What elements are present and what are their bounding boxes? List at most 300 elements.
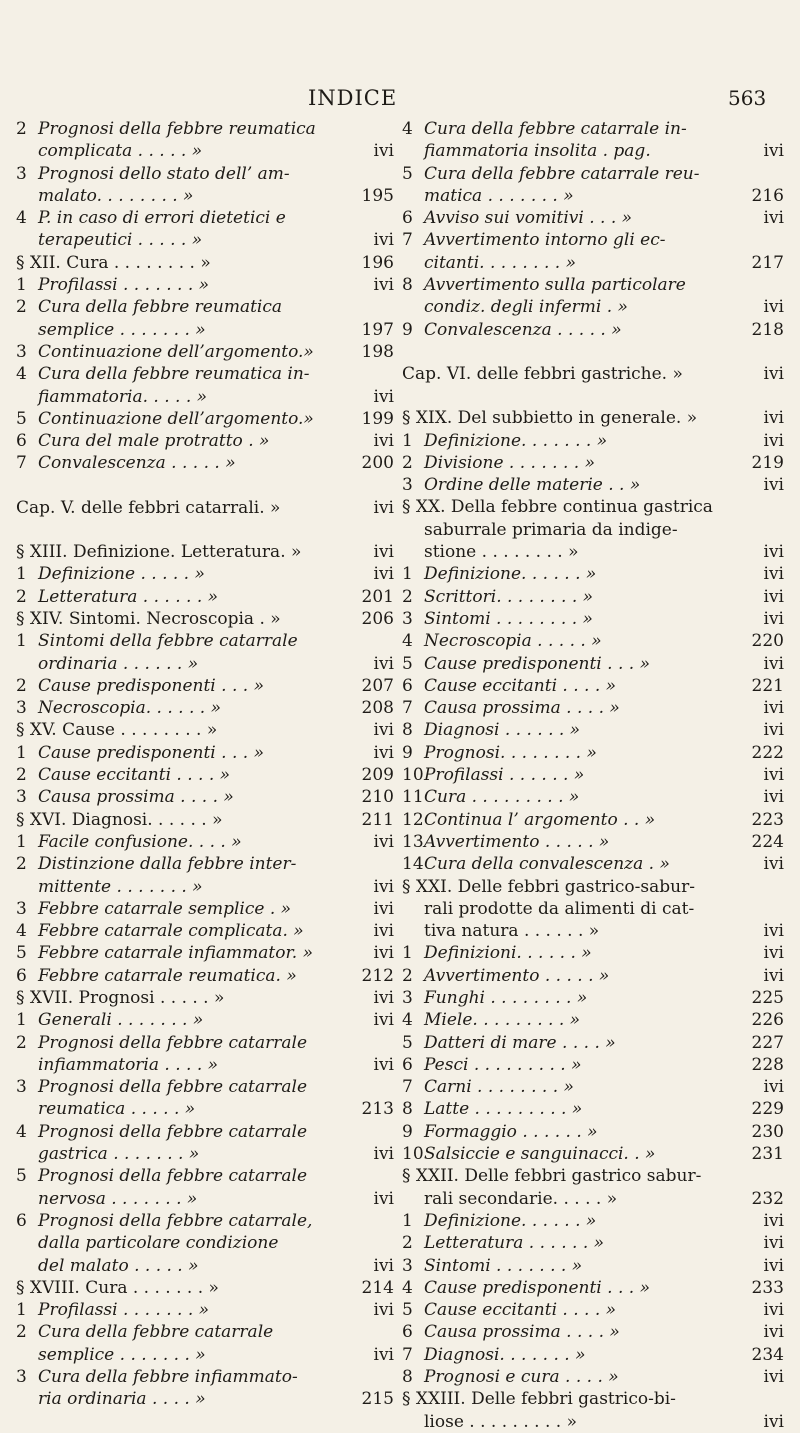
index-entry [402, 118, 784, 140]
entry-title: Cause predisponenti . . . » [38, 742, 264, 763]
entry-page: ivi [373, 564, 394, 585]
entry-number: 1 [16, 275, 27, 296]
entry-page: ivi [763, 430, 784, 451]
index-entry [16, 1143, 394, 1165]
entry-title: rali prodotte da alimenti di cat- [424, 898, 695, 919]
entry-title: Necroscopia . . . . . » [424, 631, 602, 652]
entry-title: Profilassi . . . . . . . » [38, 1300, 210, 1321]
entry-title: Cause eccitanti . . . . » [424, 675, 617, 696]
entry-text [16, 608, 350, 630]
entry-text [402, 363, 740, 385]
index-entry [16, 630, 394, 652]
entry-page: 218 [751, 319, 784, 340]
entry-page: ivi [373, 386, 394, 407]
entry-title: Convalescenza . . . . . » [424, 319, 622, 340]
index-entry [402, 987, 784, 1009]
entry-number: 10 [402, 765, 424, 786]
entry-page: ivi [763, 363, 784, 384]
entry-page: ivi [763, 653, 784, 674]
entry-number: 3 [16, 698, 27, 719]
entry-number: 5 [402, 163, 413, 184]
entry-title: Scrittori. . . . . . . . » [424, 586, 594, 607]
entry-text [402, 1009, 740, 1031]
entry-text [16, 809, 350, 831]
entry-number: 9 [402, 1121, 413, 1142]
entry-text [402, 831, 740, 853]
index-entry [16, 341, 394, 363]
entry-number: 14 [402, 854, 424, 875]
index-entry [16, 876, 394, 898]
entry-text [402, 1054, 740, 1076]
index-entry [16, 1344, 394, 1366]
entry-title: malato. . . . . . . . » [38, 185, 194, 206]
index-entry [16, 1076, 394, 1098]
entry-text [402, 274, 740, 296]
entry-page: 199 [361, 408, 394, 429]
entry-title: semplice . . . . . . . » [38, 1344, 206, 1365]
index-entry [402, 541, 784, 563]
entry-title: Cura della febbre reumatica in- [38, 364, 310, 385]
index-entry [16, 786, 394, 808]
entry-text [38, 876, 350, 898]
index-entry [16, 1032, 394, 1054]
entry-title: dalla particolare condizione [38, 1233, 279, 1254]
entry-title: terapeutici . . . . . » [38, 230, 203, 251]
index-entry [16, 1299, 394, 1321]
entry-page: ivi [763, 720, 784, 741]
entry-number: 3 [16, 787, 27, 808]
index-entry [402, 185, 784, 207]
entry-title: Datteri di mare . . . . » [424, 1032, 616, 1053]
entry-text [16, 363, 350, 385]
entry-text [16, 1009, 350, 1031]
entry-text [38, 386, 350, 408]
entry-text [424, 541, 740, 563]
entry-title: Prognosi della febbre reumatica [38, 119, 316, 139]
entry-title: Pesci . . . . . . . . . » [424, 1054, 582, 1075]
entry-text [402, 764, 740, 786]
entry-title: condiz. degli infermi . » [424, 297, 628, 318]
entry-number: 4 [402, 1010, 413, 1031]
entry-title: Letteratura . . . . . . » [424, 1233, 605, 1254]
entry-title: Letteratura . . . . . . » [38, 586, 219, 607]
entry-text [402, 586, 740, 608]
entry-text [16, 1299, 350, 1321]
spacer [402, 341, 784, 363]
entry-title: Prognosi della febbre catarrale [38, 1032, 308, 1053]
entry-title: Prognosi della febbre catarrale [38, 1166, 308, 1187]
entry-text [38, 185, 350, 207]
entry-text [402, 118, 740, 140]
entry-text [402, 630, 740, 652]
entry-number: 13 [402, 831, 424, 852]
entry-text [402, 319, 740, 341]
entry-page: ivi [373, 275, 394, 296]
entry-text [16, 430, 350, 452]
entry-title: Febbre catarrale semplice . » [38, 898, 292, 919]
entry-text [402, 1032, 740, 1054]
entry-title: Facile confusione. . . . » [38, 831, 242, 852]
entry-number: 7 [402, 1077, 413, 1098]
entry-text [402, 719, 740, 741]
entry-number: 2 [16, 765, 27, 786]
index-entry [16, 719, 394, 741]
entry-title: Ordine delle materie . . » [424, 475, 641, 496]
entry-title: Cause eccitanti . . . . » [38, 765, 231, 786]
entry-title: Avviso sui vomitivi . . . » [424, 208, 633, 229]
entry-text [402, 1366, 740, 1388]
spacer [16, 519, 394, 541]
entry-title: Sintomi della febbre catarrale [38, 631, 298, 652]
entry-text [402, 1165, 740, 1187]
entry-text [402, 742, 740, 764]
entry-page: 209 [361, 765, 394, 786]
entry-number: 4 [16, 208, 27, 229]
entry-text [402, 675, 740, 697]
entry-page: 227 [751, 1032, 784, 1053]
entry-title: Convalescenza . . . . . » [38, 453, 236, 474]
entry-number: 5 [16, 408, 27, 429]
entry-text [38, 1143, 350, 1165]
entry-page: 210 [361, 787, 394, 808]
index-entry [402, 675, 784, 697]
index-entry [402, 1098, 784, 1120]
index-entry [16, 898, 394, 920]
index-entry [402, 140, 784, 162]
entry-title: Definizioni. . . . . . » [424, 943, 592, 964]
entry-page: ivi [763, 475, 784, 496]
entry-text [402, 876, 740, 898]
entry-page: 225 [751, 987, 784, 1008]
entry-text [16, 1165, 350, 1187]
index-entry [402, 1076, 784, 1098]
entry-number: 8 [402, 275, 413, 296]
entry-page: ivi [373, 1344, 394, 1365]
index-entry [402, 430, 784, 452]
index-entry [402, 319, 784, 341]
entry-title: Diagnosi. . . . . . . » [424, 1344, 586, 1365]
entry-title: Prognosi. . . . . . . . » [424, 742, 597, 763]
entry-text [402, 229, 740, 251]
entry-title: Distinzione dalla febbre inter- [38, 854, 297, 875]
entry-page: ivi [373, 1144, 394, 1165]
entry-title: Continuazione dell’argomento.» [38, 408, 314, 429]
page-number: 563 [728, 86, 767, 110]
entry-number: 1 [402, 564, 413, 585]
entry-number: 3 [402, 475, 413, 496]
entry-title: Prognosi della febbre catarrale [38, 1077, 308, 1098]
entry-text [16, 764, 350, 786]
entry-title: § XXI. Delle febbri gastrico-sabur- [402, 876, 695, 897]
entry-title: Generali . . . . . . . » [38, 1010, 204, 1031]
entry-title: Cura del male protratto . » [38, 431, 270, 452]
index-entry [16, 1210, 394, 1232]
entry-page: 215 [361, 1389, 394, 1410]
entry-title: Avvertimento . . . . . » [424, 965, 610, 986]
index-entry [16, 742, 394, 764]
entry-title: Sintomi . . . . . . . » [424, 1255, 583, 1276]
index-entry [402, 296, 784, 318]
entry-title: Continua l’ argomento . . » [424, 809, 656, 830]
entry-title: semplice . . . . . . . » [38, 319, 206, 340]
entry-number: 3 [16, 341, 27, 362]
running-title: INDICE [308, 86, 398, 110]
entry-text [402, 1344, 740, 1366]
entry-number: 8 [402, 1367, 413, 1388]
entry-title: infiammatoria . . . . » [38, 1054, 219, 1075]
index-entry [16, 1366, 394, 1388]
index-entry [16, 452, 394, 474]
entry-page: ivi [763, 1233, 784, 1254]
entry-page: 224 [751, 831, 784, 852]
index-entry [16, 386, 394, 408]
entry-text [38, 140, 350, 162]
entry-page: 217 [751, 252, 784, 273]
entry-title: citanti. . . . . . . . » [424, 252, 577, 273]
entry-text [402, 407, 740, 429]
entry-number: 4 [16, 921, 27, 942]
entry-page: ivi [373, 720, 394, 741]
entry-text [16, 1210, 350, 1232]
entry-text [402, 653, 740, 675]
entry-title: Cause eccitanti . . . . » [424, 1300, 617, 1321]
entry-number: 2 [402, 965, 413, 986]
entry-title: Causa prossima . . . . » [424, 698, 620, 719]
entry-number: 3 [402, 608, 413, 629]
entry-page: 195 [361, 185, 394, 206]
entry-text [402, 1321, 740, 1343]
entry-text [402, 430, 740, 452]
entry-title: stione . . . . . . . . » [424, 542, 579, 563]
entry-text [16, 541, 350, 563]
entry-number: 3 [16, 898, 27, 919]
entry-title: Profilassi . . . . . . . » [38, 275, 210, 296]
index-entry [16, 1054, 394, 1076]
entry-title: Febbre catarrale complicata. » [38, 921, 304, 942]
entry-page: 208 [361, 698, 394, 719]
entry-number: 1 [402, 943, 413, 964]
entry-text [402, 697, 740, 719]
index-entry [402, 653, 784, 675]
entry-number: 5 [402, 1300, 413, 1321]
entry-text [16, 252, 350, 274]
entry-title: Cause predisponenti . . . » [38, 675, 264, 696]
index-entry [16, 140, 394, 162]
entry-text [38, 1255, 350, 1277]
entry-title: § XVIII. Cura . . . . . . . » [16, 1277, 219, 1298]
index-entry [402, 207, 784, 229]
entry-title: § XV. Cause . . . . . . . . » [16, 720, 218, 741]
entry-title: Definizione . . . . . » [38, 564, 205, 585]
entry-title: § XIII. Definizione. Letteratura. » [16, 542, 302, 563]
entry-page: ivi [763, 765, 784, 786]
index-entry [402, 1121, 784, 1143]
entry-text [16, 274, 350, 296]
entry-text [402, 987, 740, 1009]
entry-page: ivi [763, 943, 784, 964]
entry-text [16, 452, 350, 474]
index-entry [402, 876, 784, 898]
index-entry [402, 1009, 784, 1031]
entry-page: 222 [751, 742, 784, 763]
entry-page: 207 [361, 675, 394, 696]
entry-page: ivi [763, 141, 784, 162]
entry-title: Continuazione dell’argomento.» [38, 341, 314, 362]
entry-number: 1 [16, 831, 27, 852]
index-entry [16, 1277, 394, 1299]
entry-page: ivi [763, 965, 784, 986]
index-entry [402, 764, 784, 786]
index-entry [402, 1032, 784, 1054]
entry-title: Cause predisponenti . . . » [424, 1277, 650, 1298]
index-entry [402, 965, 784, 987]
index-entry [16, 675, 394, 697]
entry-text [16, 831, 350, 853]
entry-text [402, 1121, 740, 1143]
index-entry [402, 586, 784, 608]
index-entry [16, 497, 394, 519]
entry-page: 216 [751, 185, 784, 206]
entry-title: § XXII. Delle febbri gastrico sabur- [402, 1166, 702, 1187]
entry-title: Febbre catarrale reumatica. » [38, 965, 297, 986]
entry-text [38, 1344, 350, 1366]
index-entry [402, 898, 784, 920]
entry-title: ordinaria . . . . . . » [38, 653, 199, 674]
index-entry [16, 1165, 394, 1187]
entry-number: 6 [402, 1054, 413, 1075]
entry-number: 9 [402, 742, 413, 763]
entry-text [402, 1388, 740, 1410]
entry-number: 2 [16, 586, 27, 607]
entry-title: Cura della febbre infiammato- [38, 1367, 298, 1388]
entry-page: ivi [763, 1322, 784, 1343]
entry-title: Causa prossima . . . . » [38, 787, 234, 808]
index-entry [16, 1121, 394, 1143]
entry-title: Avvertimento sulla particolare [424, 275, 686, 296]
entry-number: 2 [16, 297, 27, 318]
index-entry [16, 831, 394, 853]
entry-page: ivi [763, 1300, 784, 1321]
entry-number: 3 [16, 1077, 27, 1098]
entry-text [402, 809, 740, 831]
index-entry [16, 1098, 394, 1120]
entry-title: Definizione. . . . . . » [424, 564, 597, 585]
entry-text [402, 1098, 740, 1120]
entry-text [38, 229, 350, 251]
entry-text [38, 1098, 350, 1120]
entry-title: Necroscopia. . . . . . » [38, 698, 221, 719]
entry-page: 221 [751, 675, 784, 696]
entry-number: 12 [402, 809, 424, 830]
entry-text [16, 1321, 350, 1343]
entry-text [38, 1232, 350, 1254]
index-entry [402, 742, 784, 764]
entry-title: § XIV. Sintomi. Necroscopia . » [16, 608, 281, 629]
entry-page: 200 [361, 453, 394, 474]
entry-title: Prognosi dello stato dell’ am- [38, 163, 290, 184]
entry-text [424, 1188, 740, 1210]
entry-text [16, 207, 350, 229]
entry-text [38, 319, 350, 341]
entry-text [16, 786, 350, 808]
index-entry [16, 541, 394, 563]
entry-page: 212 [361, 965, 394, 986]
index-entry [402, 1188, 784, 1210]
entry-title: Salsiccie e sanguinacci. . » [424, 1144, 656, 1165]
entry-title: § XX. Della febbre continua gastrica [402, 497, 713, 518]
entry-title: Profilassi . . . . . . » [424, 765, 585, 786]
entry-text [38, 1388, 350, 1410]
entry-title: saburrale primaria da indige- [424, 519, 678, 540]
index-entry [16, 118, 394, 140]
entry-title: Cura . . . . . . . . . » [424, 787, 580, 808]
entry-title: complicata . . . . . » [38, 141, 203, 162]
index-entry [16, 274, 394, 296]
entry-text [402, 563, 740, 585]
index-entry [402, 831, 784, 853]
index-entry [402, 1411, 784, 1433]
entry-number: 6 [402, 1322, 413, 1343]
entry-title: § XVII. Prognosi . . . . . » [16, 987, 225, 1008]
entry-page: 233 [751, 1277, 784, 1298]
entry-number: 5 [402, 1032, 413, 1053]
entry-text [16, 719, 350, 741]
entry-number: 1 [16, 742, 27, 763]
entry-number: 2 [16, 1322, 27, 1343]
entry-page: ivi [373, 141, 394, 162]
entry-number: 1 [402, 430, 413, 451]
entry-page: ivi [763, 208, 784, 229]
index-entry [16, 296, 394, 318]
index-entry [402, 1210, 784, 1232]
entry-number: 10 [402, 1144, 424, 1165]
index-entry [16, 252, 394, 274]
entry-title: fiammatoria. . . . . » [38, 386, 208, 407]
entry-page: ivi [763, 297, 784, 318]
entry-title: P. in caso di errori dietetici e [38, 208, 286, 229]
entry-page: ivi [373, 987, 394, 1008]
entry-title: Cap. V. delle febbri catarrali. » [16, 497, 281, 518]
entry-title: reumatica . . . . . » [38, 1099, 196, 1120]
entry-title: Divisione . . . . . . . » [424, 452, 595, 473]
entry-number: 6 [402, 675, 413, 696]
entry-title: Diagnosi . . . . . . » [424, 720, 581, 741]
entry-title: Cause predisponenti . . . » [424, 653, 650, 674]
entry-number: 11 [402, 787, 424, 808]
entry-page: ivi [373, 497, 394, 518]
entry-title: Funghi . . . . . . . . » [424, 987, 588, 1008]
index-entry [16, 430, 394, 452]
entry-text [402, 608, 740, 630]
entry-number: 1 [16, 1300, 27, 1321]
entry-page: ivi [373, 921, 394, 942]
entry-page: ivi [373, 1010, 394, 1031]
index-entry [402, 630, 784, 652]
entry-page: 232 [751, 1188, 784, 1209]
page-header [0, 86, 800, 116]
entry-page: 201 [361, 586, 394, 607]
entry-page: ivi [763, 1411, 784, 1432]
entry-number: 6 [16, 965, 27, 986]
entry-text [16, 497, 350, 519]
index-entry [16, 207, 394, 229]
index-entry [402, 563, 784, 585]
entry-text [424, 898, 740, 920]
index-entry [402, 1255, 784, 1277]
index-entry [402, 474, 784, 496]
entry-text [16, 341, 350, 363]
index-entry [16, 586, 394, 608]
